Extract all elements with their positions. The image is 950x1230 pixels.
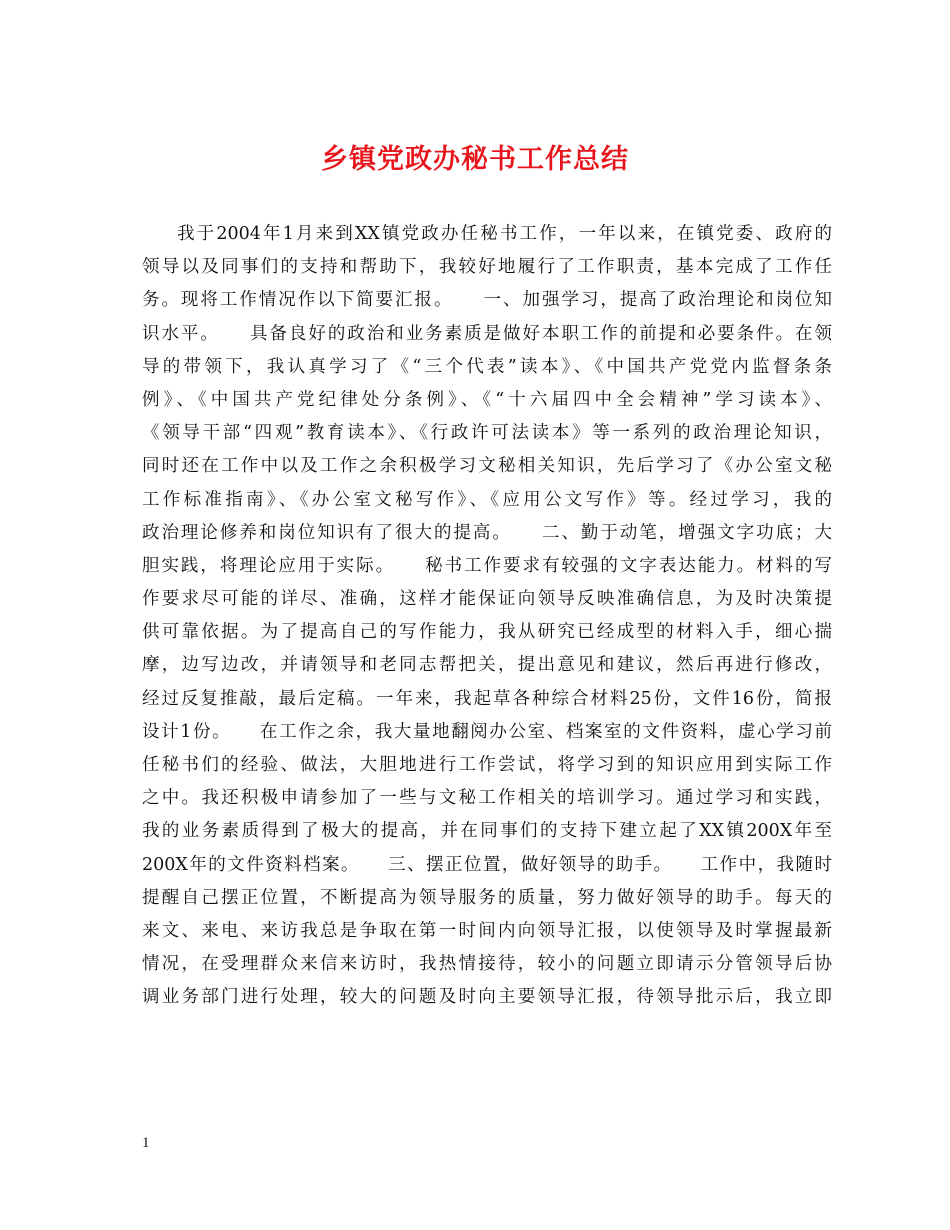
body-line: 来文、来电、来访我总是争取在第一时间内向领导汇报，以使领导及时掌握最新 [142,920,832,941]
body-line: 提醒自己摆正位置，不断提高为领导服务的质量，努力做好领导的助手。每天的 [142,887,832,908]
body-line: 200X年的文件资料档案。 三、摆正位置，做好领导的助手。 工作中，我随时 [142,854,832,875]
document-title: 乡镇党政办秘书工作总结 [321,144,629,175]
body-line: 例》、《中国共产党纪律处分条例》、《“十六届四中全会精神”学习读本》、 [142,389,832,410]
body-line: 调业务部门进行处理，较大的问题及时向主要领导汇报，待领导批示后，我立即 [142,987,832,1008]
body-line: 领导以及同事们的支持和帮助下，我较好地履行了工作职责，基本完成了工作任 [142,257,832,278]
body-line: 胆实践，将理论应用于实际。 秘书工作要求有较强的文字表达能力。材料的写 [142,555,832,576]
body-line: 设计1份。 在工作之余，我大量地翻阅办公室、档案室的文件资料，虚心学习前 [142,721,832,742]
body-line: 供可靠依据。为了提高自己的写作能力，我从研究已经成型的材料入手，细心揣 [142,622,832,643]
body-line: 导的带领下，我认真学习了《“三个代表”读本》、《中国共产党党内监督条条 [142,356,832,377]
body-line: 我的业务素质得到了极大的提高，并在同事们的支持下建立起了XX镇200X年至 [142,821,832,842]
body-line: 摩，边写边改，并请领导和老同志帮把关，提出意见和建议，然后再进行修改， [142,655,832,676]
body-line: 《领导干部“四观”教育读本》、《行政许可法读本》等一系列的政治理论知识， [142,423,832,444]
body-line: 政治理论修养和岗位知识有了很大的提高。 二、勤于动笔，增强文字功底；大 [142,522,832,543]
body-line: 作要求尽可能的详尽、准确，这样才能保证向领导反映准确信息，为及时决策提 [142,589,832,610]
body-line: 任秘书们的经验、做法，大胆地进行工作尝试，将学习到的知识应用到实际工作 [142,755,832,775]
body-line: 同时还在工作中以及工作之余积极学习文秘相关知识，先后学习了《办公室文秘 [142,456,832,477]
body-line: 工作标准指南》、《办公室文秘写作》、《应用公文写作》等。经过学习，我的 [142,489,832,510]
body-line: 之中。我还积极申请参加了一些与文秘工作相关的培训学习。通过学习和实践， [142,788,832,809]
page-number: 1 [142,1135,150,1151]
body-line: 经过反复推敲，最后定稿。一年来，我起草各种综合材料25份，文件16份，简报 [142,688,832,709]
body-line: 务。现将工作情况作以下简要汇报。 一、加强学习，提高了政治理论和岗位知 [142,290,832,311]
body-line: 情况，在受理群众来信来访时，我热情接待，较小的问题立即请示分管领导后协 [142,954,832,975]
document-body [142,218,832,1015]
body-line: 我于2004年1月来到XX镇党政办任秘书工作，一年以来，在镇党委、政府的 [177,224,832,244]
body-line: 识水平。 具备良好的政治和业务素质是做好本职工作的前提和必要条件。在领 [142,323,832,344]
